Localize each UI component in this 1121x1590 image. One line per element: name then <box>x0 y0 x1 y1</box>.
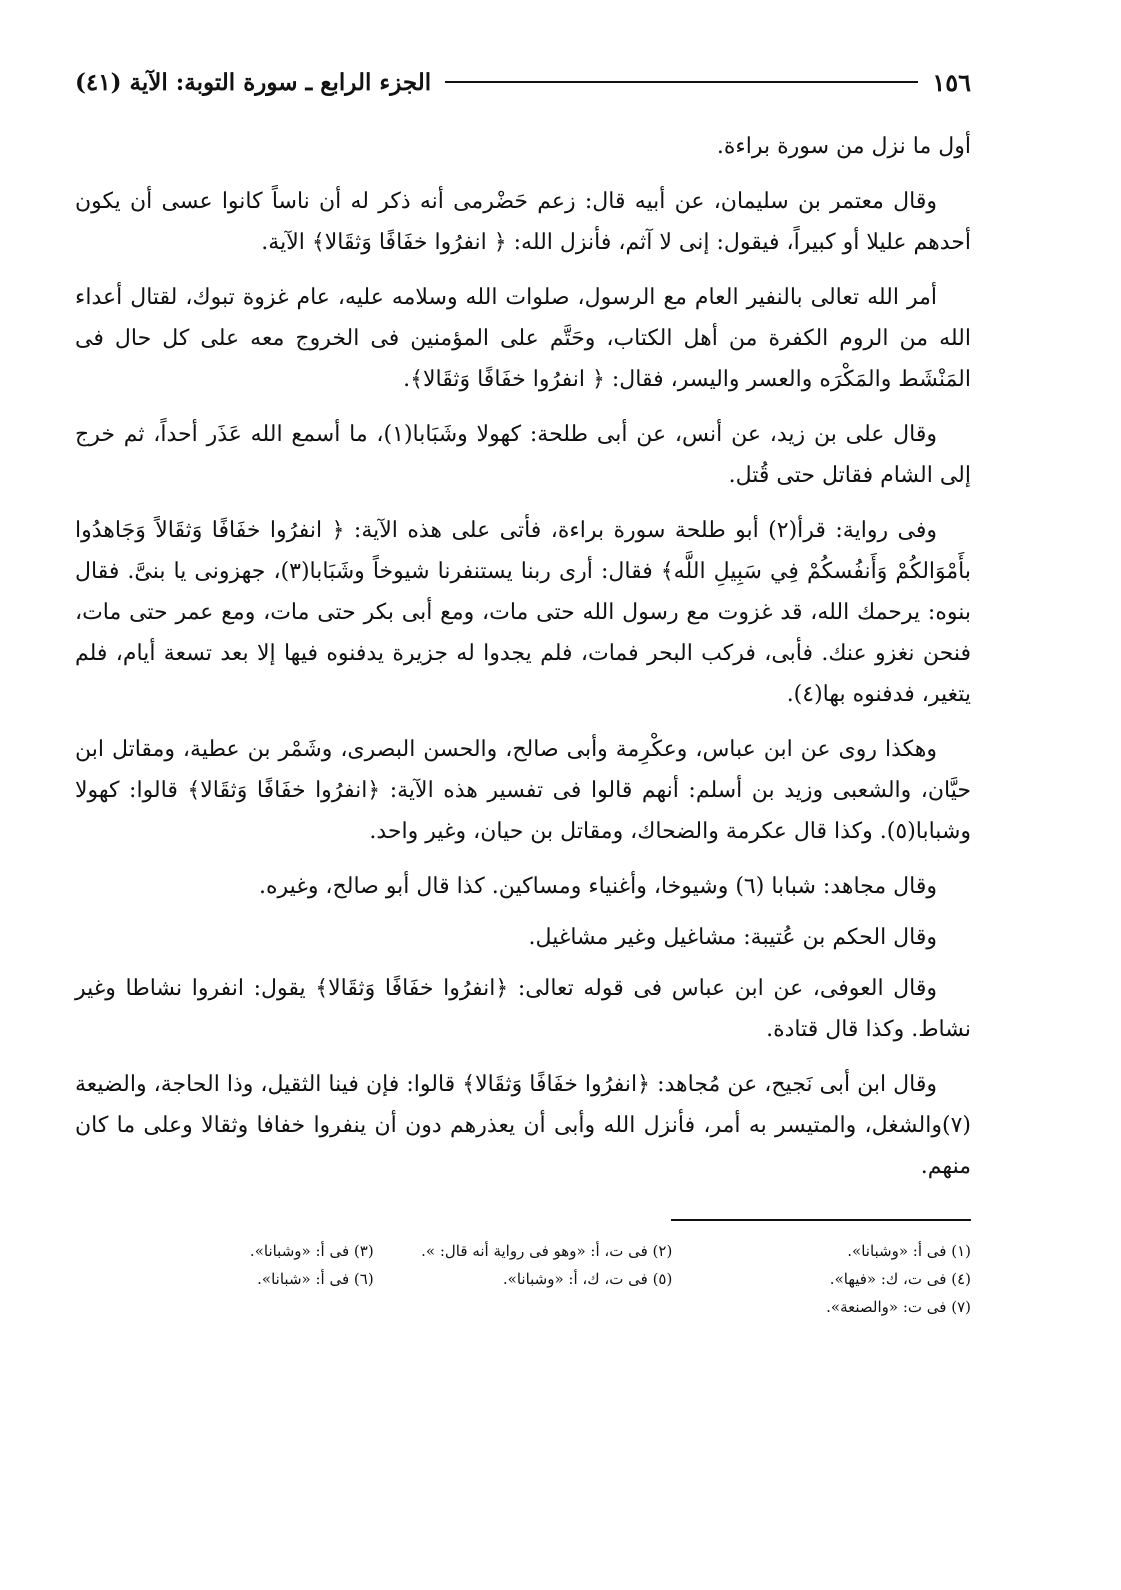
running-title: الجزء الرابع ـ سورة التوبة: الآية (٤١) <box>75 68 432 96</box>
footnote: (٧) فى ت: «والصنعة». <box>826 1298 971 1316</box>
paragraph: وفى رواية: قرأ(٢) أبو طلحة سورة براءة، فأتى على هذه الآية: ﴿ انفرُوا خفَافًا وَثقَالاً وَجَاهدُوا بأَمْوَالكُمْ وَأَنفُسكُمْ فِي سَبِيلِ اللَّه﴾ فقال: أرى ربنا يستنفرنا شيوخاً وشَبَابا(٣)، جهزونى يا بنىَّ. فقال بنوه: يرحمك الله، قد غزوت مع رسول الله حتى مات، ومع أبى بكر حتى مات، ومع عمر حتى مات، فنحن نغزو عنك. فأبى، فركب البحر فمات، فلم يجدوا له جزيرة يدفنوه فيها إلا بعد تسعة أيام، فلم يتغير، فدفنوه بها(٤). <box>75 518 972 707</box>
paragraph: وقال الحكم بن عُتيبة: مشاغيل وغير مشاغيل. <box>528 925 937 950</box>
paragraph: وقال على بن زيد، عن أنس، عن أبى طلحة: كهولا وشَبَابا(١)، ما أسمع الله عَذَر أحداً، ثم خرج إلى الشام فقاتل حتى قُتل. <box>75 422 971 488</box>
page-body <box>75 126 971 1187</box>
paragraph: وهكذا روى عن ابن عباس، وعكْرِمة وأبى صالح، والحسن البصرى، وشَمْر بن عطية، ومقاتل ابن حيَّان، والشعبى وزيد بن أسلم: أنهم قالوا فى تفسير هذه الآية: ﴿انفرُوا خفَافًا وَثقَالا﴾ قالوا: كهولا وشبابا(٥). وكذا قال عكرمة والضحاك، ومقاتل بن حيان، وغير واحد. <box>75 737 971 844</box>
paragraph: وقال مجاهد: شبابا (٦) وشيوخا، وأغنياء ومساكين. كذا قال أبو صالح، وغيره. <box>259 874 937 899</box>
header-rule <box>445 81 918 83</box>
book-page <box>75 60 971 1321</box>
footnote: (١) فى أ: «وشبانا». <box>847 1242 971 1260</box>
footnote: (٥) فى ت، ك، أ: «وشبانا». <box>502 1270 673 1288</box>
paragraph: وقال العوفى، عن ابن عباس فى قوله تعالى: ﴿انفرُوا خفَافًا وَثقَالا﴾ يقول: انفروا نشاطا وغير نشاط. وكذا قال قتادة. <box>75 976 971 1042</box>
footnote: (٦) فى أ: «شبانا». <box>257 1270 374 1288</box>
paragraph: أول ما نزل من سورة براءة. <box>716 134 971 159</box>
footnote: (٣) فى أ: «وشبانا». <box>249 1242 374 1260</box>
footnotes <box>75 1237 971 1321</box>
footnote: (٤) فى ت، ك: «فيها». <box>829 1270 971 1288</box>
page-number: ١٥٦ <box>932 67 971 97</box>
paragraph: أمر الله تعالى بالنفير العام مع الرسول، صلوات الله وسلامه عليه، عام غزوة تبوك، لقتال أعداء الله من الروم الكفرة من أهل الكتاب، وحَتَّم على المؤمنين فى الخروج معه على كل حال فى المَنْشَط والمَكْرَه والعسر واليسر، فقال: ﴿ انفرُوا خفَافًا وَثقَالا﴾. <box>75 285 971 392</box>
paragraph: وقال معتمر بن سليمان، عن أبيه قال: زعم حَضْرمى أنه ذكر له أن ناساً كانوا عسى أن يكون أحدهم عليلا أو كبيراً، فيقول: إنى لا آثم، فأنزل الله: ﴿ انفرُوا خفَافًا وَثقَالا﴾ الآية. <box>75 189 971 255</box>
running-header <box>75 60 971 104</box>
paragraph: وقال ابن أبى نَجيح، عن مُجاهد: ﴿انفرُوا خفَافًا وَثقَالا﴾ قالوا: فإن فينا الثقيل، وذا الحاجة، والضيعة (٧)والشغل، والمتيسر به أمر، فأنزل الله وأبى أن يعذرهم دون أن ينفروا خفافا وثقالا وعلى ما كان منهم. <box>75 1072 971 1179</box>
footnote: (٢) فى ت، أ: «وهو فى رواية أنه قال: ». <box>421 1242 673 1260</box>
footnote-separator <box>671 1219 971 1221</box>
